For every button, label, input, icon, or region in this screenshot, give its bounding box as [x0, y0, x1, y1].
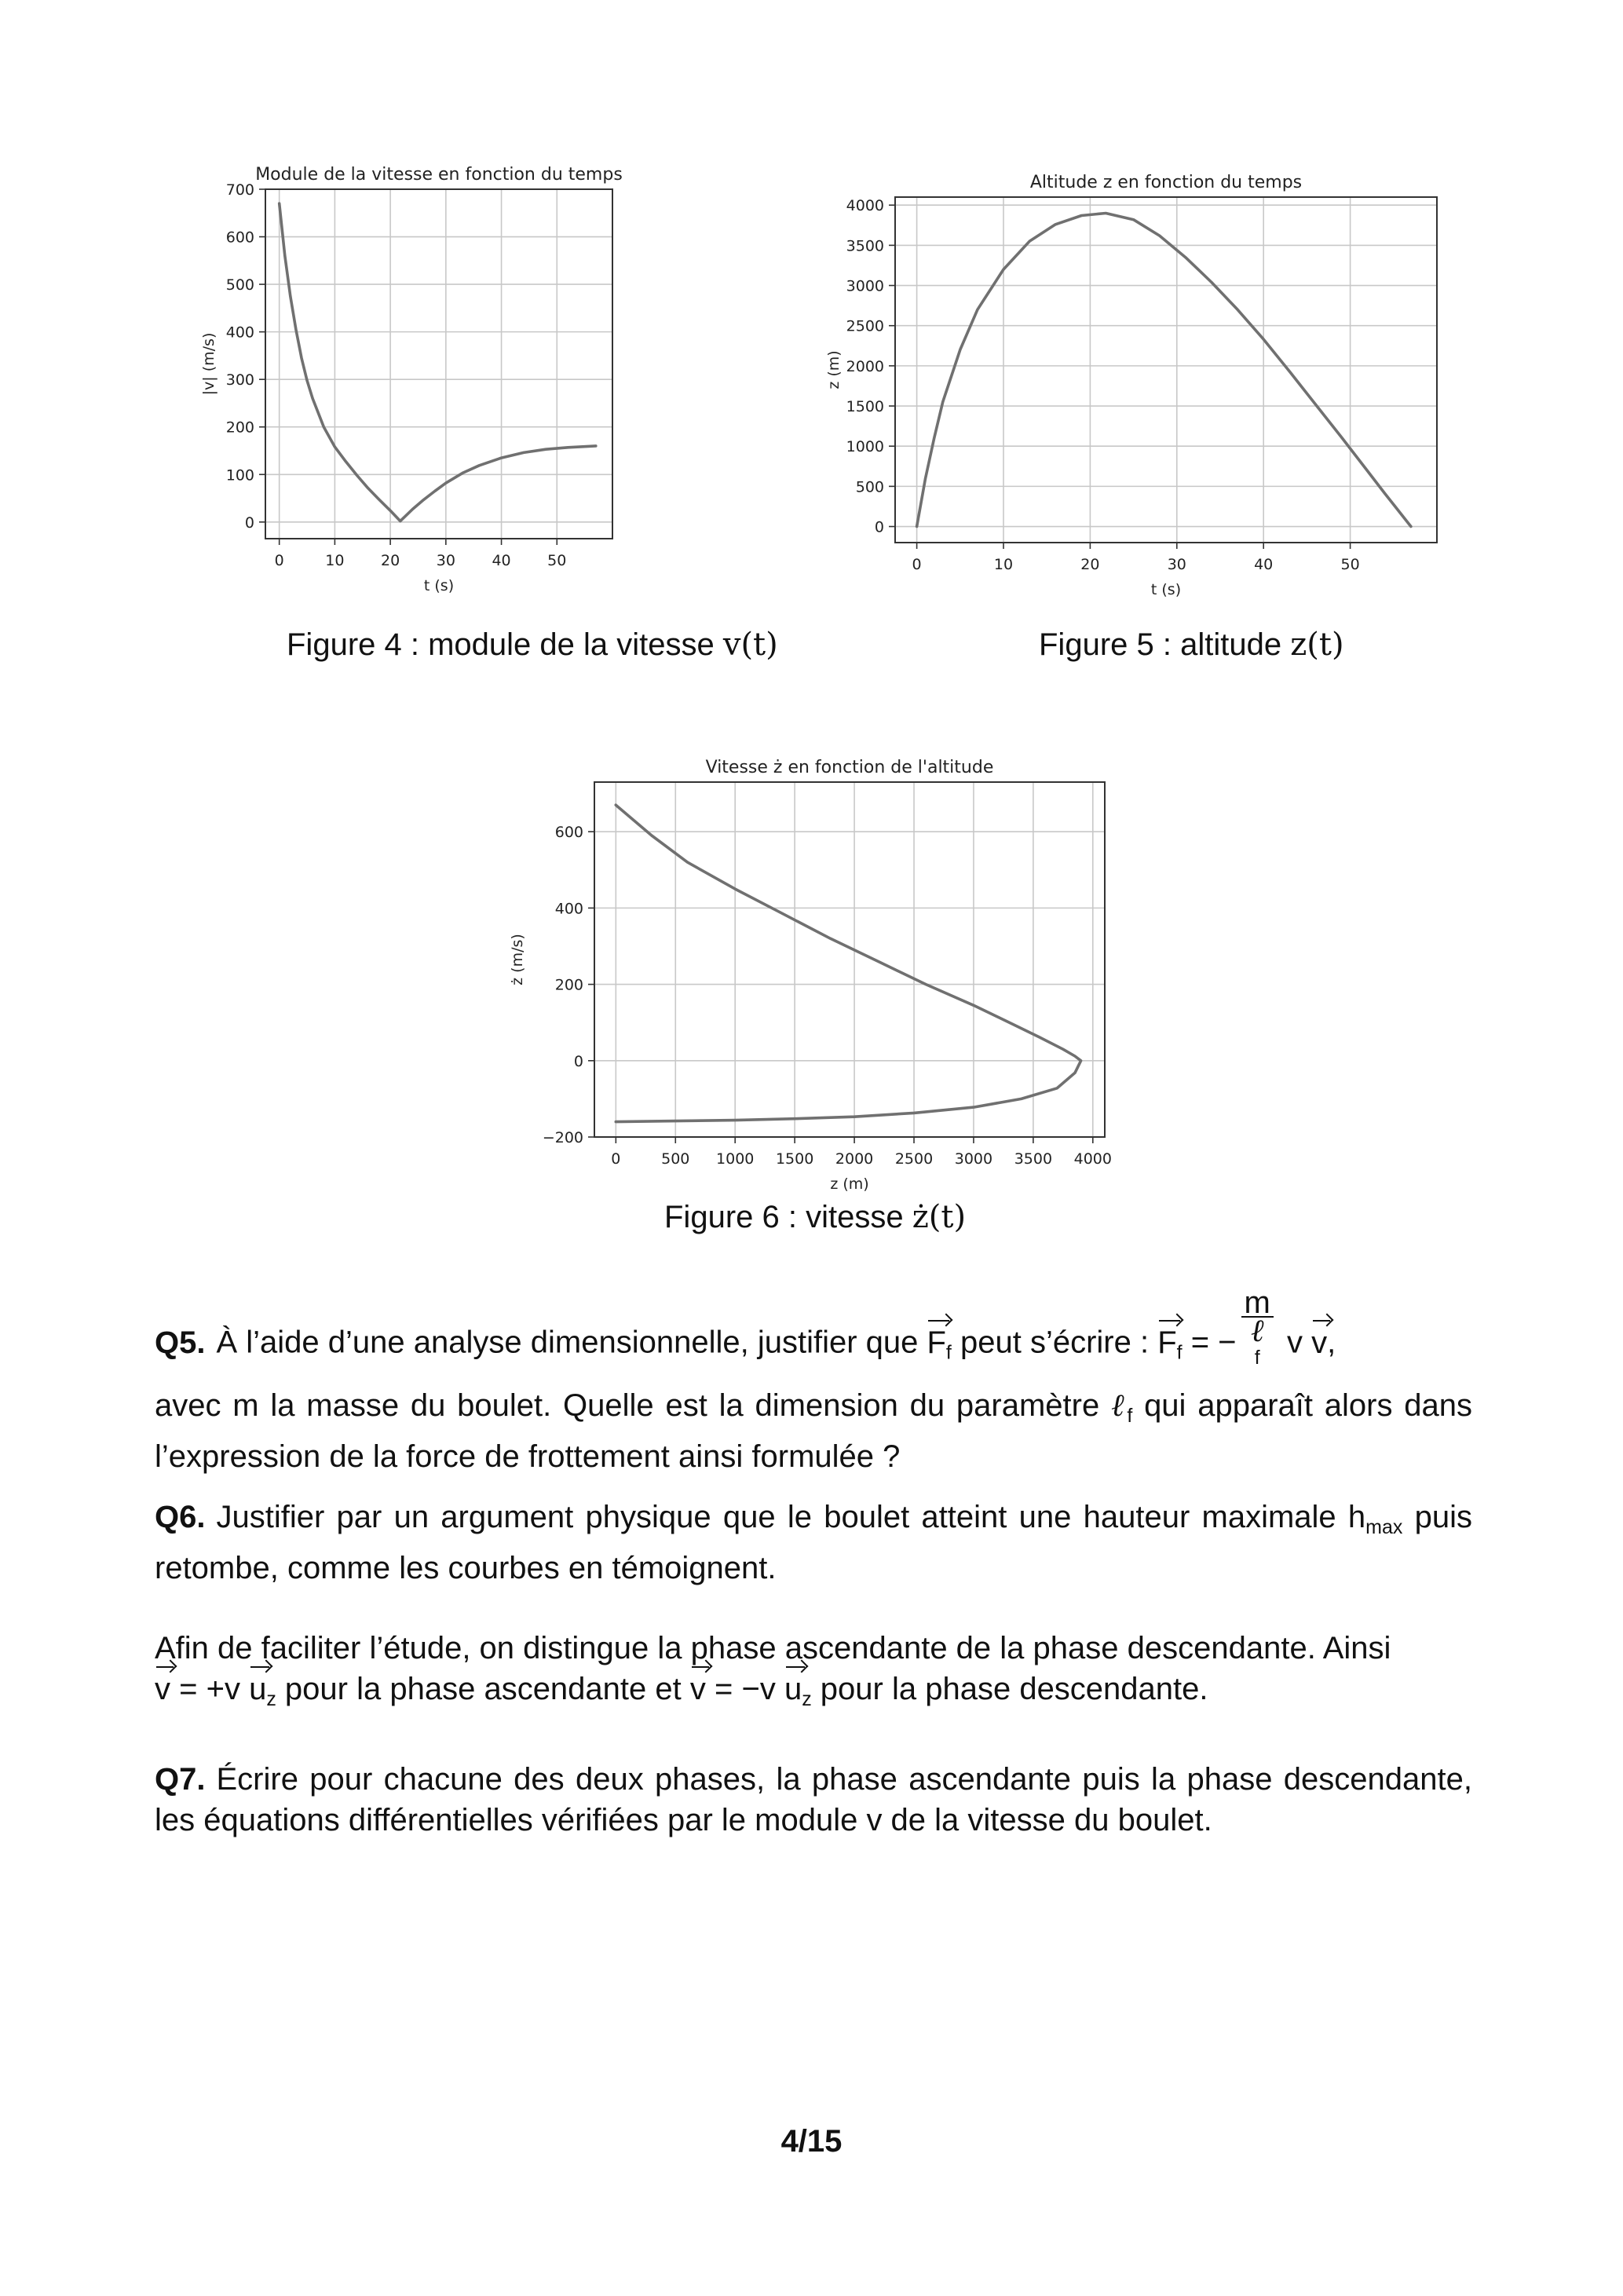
x-tick-label: 3000 — [954, 1150, 993, 1168]
plot-frame — [594, 782, 1105, 1137]
plot-frame — [265, 189, 612, 539]
series-line — [917, 214, 1411, 527]
y-axis-label: |v| (m/s) — [200, 332, 217, 396]
y-tick-label: 600 — [554, 824, 583, 842]
question-6: Q6. Justifier par un argument physique que le boulet atteint une hauteur maximale $h_{max}$ puis retombe, comme les courbes en témoignent. — [155, 1500, 1472, 1585]
x-tick-label: 1000 — [716, 1150, 755, 1168]
y-tick-label: −200 — [542, 1129, 583, 1146]
x-axis-label: z (m) — [830, 1175, 869, 1193]
question-5: Q5. À l’aide d’une analyse dimensionnelle, justifier que $F_f$ peut s’écrire : $F_f$ = − m ℓ f v v, avec m la masse du boulet. Quelle est la dimension du paramètre ℓ$_f$ qui apparaît alors dans l’expression de la force de frottement ainsi formulée ? — [155, 1285, 1473, 1474]
x-tick-label: 0 — [274, 552, 284, 569]
y-tick-label: 400 — [554, 900, 583, 918]
figure-4-caption: Figure 4 : module de la vitesse v(t) — [287, 627, 778, 663]
x-tick-label: 30 — [436, 552, 455, 569]
figure-5-caption: Figure 5 : altitude z(t) — [1039, 627, 1344, 663]
x-tick-label: 500 — [661, 1150, 690, 1168]
x-tick-label: 0 — [611, 1150, 621, 1168]
chart-axes — [200, 165, 623, 594]
x-tick-label: 3500 — [1014, 1150, 1053, 1168]
question-7: Q7. Écrire pour chacune des deux phases, la phase ascendante puis la phase descendante, les équations différentielles vérifiées par le module v de la vitesse du boulet. — [155, 1762, 1472, 1837]
x-tick-label: 1500 — [775, 1150, 814, 1168]
y-tick-label: 2000 — [846, 357, 884, 375]
y-tick-label: 0 — [244, 514, 254, 532]
vertical-speed-chart — [487, 746, 1131, 1193]
x-tick-label: 20 — [1080, 556, 1100, 573]
friction-force-vector: F — [927, 1322, 945, 1363]
y-tick-label: 1000 — [846, 438, 884, 456]
altitude-chart — [824, 161, 1445, 601]
y-tick-label: 100 — [225, 466, 254, 484]
y-tick-label: 4000 — [846, 197, 884, 215]
x-tick-label: 50 — [1340, 556, 1360, 573]
y-tick-label: 500 — [225, 276, 254, 294]
mass-over-length-fraction: m ℓ f — [1241, 1289, 1274, 1371]
y-tick-label: 500 — [855, 478, 884, 496]
y-tick-label: 2500 — [846, 317, 884, 335]
y-tick-label: 400 — [225, 324, 254, 342]
chart-grid — [265, 189, 612, 539]
x-tick-label: 20 — [381, 552, 400, 569]
y-tick-label: 1500 — [846, 398, 884, 416]
figure-5-chart — [824, 161, 1445, 601]
phase-intro-paragraph: Afin de faciliter l’étude, on distingue la phase ascendante de la phase descendante. Ainsi v = +v $u_z$ pour la phase ascendante et v = −v $u_z$ pour la phase descendante. — [155, 1631, 1391, 1710]
figure-6-chart — [487, 746, 1131, 1193]
y-tick-label: 300 — [225, 371, 254, 389]
chart-axes — [825, 173, 1437, 598]
x-tick-label: 10 — [325, 552, 345, 569]
y-tick-label: 600 — [225, 229, 254, 247]
y-tick-label: 0 — [874, 518, 884, 536]
page-number: 4/15 — [780, 2124, 843, 2159]
chart-axes — [509, 758, 1112, 1193]
x-axis-label: t (s) — [423, 577, 455, 594]
x-tick-label: 40 — [1254, 556, 1274, 573]
y-tick-label: 200 — [554, 976, 583, 994]
speed-module-chart — [200, 153, 817, 601]
x-tick-label: 50 — [547, 552, 567, 569]
chart-grid — [594, 782, 1105, 1137]
chart-grid — [895, 197, 1437, 543]
y-tick-label: 3000 — [846, 277, 884, 295]
y-tick-label: 0 — [573, 1052, 583, 1070]
y-tick-label: 3500 — [846, 237, 884, 255]
x-tick-label: 2500 — [894, 1150, 934, 1168]
series-line — [616, 805, 1080, 1121]
x-tick-label: 10 — [993, 556, 1014, 573]
chart-title: Module de la vitesse en fonction du temps — [255, 165, 623, 185]
x-tick-label: 40 — [492, 552, 511, 569]
chart-title: Vitesse ż en fonction de l'altitude — [705, 758, 994, 777]
x-tick-label: 4000 — [1073, 1150, 1112, 1168]
series-line — [280, 203, 596, 521]
x-tick-label: 0 — [912, 556, 922, 573]
x-tick-label: 30 — [1167, 556, 1186, 573]
y-axis-label: ż (m/s) — [509, 934, 526, 985]
x-axis-label: t (s) — [1150, 581, 1182, 598]
y-tick-label: 700 — [225, 181, 254, 199]
chart-title: Altitude z en fonction du temps — [1029, 173, 1303, 192]
y-axis-label: z (m) — [825, 350, 843, 389]
figure-4-chart — [200, 153, 817, 601]
x-tick-label: 2000 — [835, 1150, 874, 1168]
figure-6-caption: Figure 6 : vitesse ż(t) — [664, 1199, 967, 1235]
plot-frame — [895, 197, 1437, 543]
y-tick-label: 200 — [225, 419, 254, 437]
